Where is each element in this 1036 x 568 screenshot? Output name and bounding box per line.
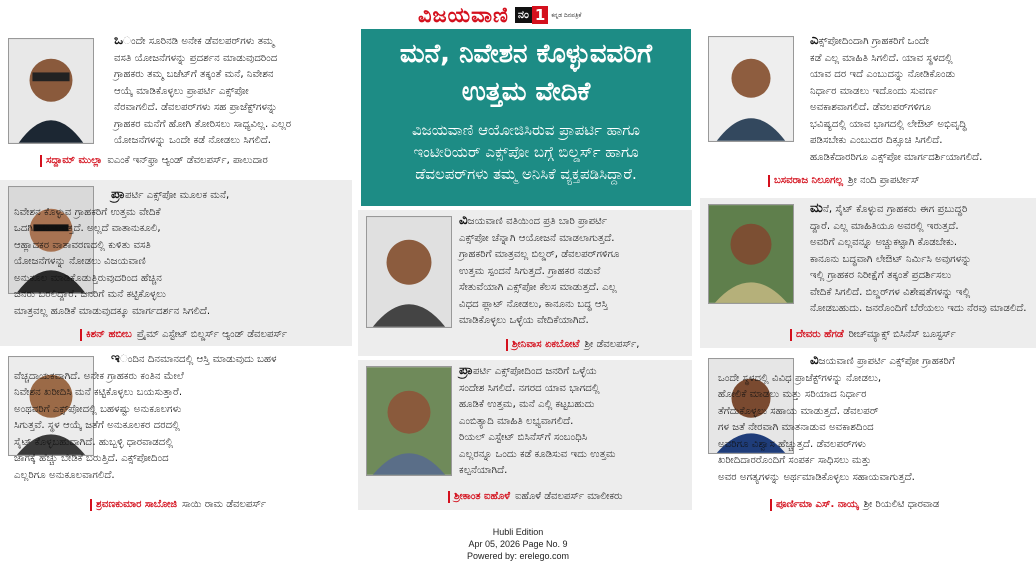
quote-panel-srinivas [358,210,692,356]
footer-powered-by: Powered by: erelego.com [466,551,570,561]
quote-caption [768,174,920,187]
masthead-tagline: ಕನ್ನಡ ದಿನಪತ್ರಿಕೆ [551,11,582,19]
speaker-desc: ಶ್ರೀ ರಿಯಲಿಟಿ ಧಾರವಾಡ [863,499,940,510]
speaker-desc: ಐಎಂಕೆ ಇನ್‌ಫ್ರಾ ಆ್ಯಂಡ್ ಡೆವಲಪರ್ಸ್, ಪಾಲುದಾರ [107,155,268,166]
quote-text: ಇಂದಿನ ದಿನಮಾನದಲ್ಲಿ ಆಸ್ತಿ ಮಾಡುವುದು ಬಹಳ ವೆಚ್ಚದಾಯಕವಾಗಿದೆ. ಅನೇಕ ಗ್ರಾಹಕರು ಕಂತಿನ ಮೇಲೆ ನಿವೇಶನ ಖರೀದಿಸಿ ಮನೆ ಕಟ್ಟಿಕೊಳ್ಳಲು ಬಯಸುತ್ತಾರೆ. ಅಂಥವರಿಗೆ ಎಕ್ಸ್‌ಪೋದಲ್ಲಿ ಬಹಳಷ್ಟು ಅನುಕೂಲಗಳು ಸಿಗುತ್ತವೆ. ಸ್ಥಳ ಆಯ್ಕೆ ಜತೆಗೆ ಅನುಕೂಲಕರ ದರದಲ್ಲಿ ಸೈಟ್ ಕೊಳ್ಳಬಹುದಾಗಿದೆ. ಹುಬ್ಬಳ್ಳಿ ಧಾರವಾಡದಲ್ಲಿ ಜಾಗಕ್ಕೆ ಹೆಚ್ಚು ಬೇಡಿಕೆ ಬರುತ್ತಿದೆ. ಎಕ್ಸ್‌ಪೋದಿಂದ ಎಲ್ಲರಿಗೂ ಅನುಕೂಲವಾಗಲಿದೆ. [14,350,277,481]
drop-cap: ವಿ [459,212,468,228]
headline-line1: ಮನೆ, ನಿವೇಶನ ಕೊಳ್ಳುವವರಿಗೆ [399,39,653,69]
headline-line2: ಉತ್ತಮ ವೇದಿಕೆ [461,77,591,107]
masthead-edition [515,6,548,24]
speaker-name: ಶ್ರೀಕಾಂತ ಐಹೊಳೆ [454,491,511,502]
quote-text: ಪ್ರಾಪರ್ಟಿ ಎಕ್ಸ್‌ಪೋದಿಂದ ಜನರಿಗೆ ಒಳ್ಳೆಯ ಸಂದೇಶ ಸಿಗಲಿದೆ. ನಗರದ ಯಾವ ಭಾಗದಲ್ಲಿ ಹೂಡಿಕೆ ಉತ್ತಮ, ಮನೆ ಎಲ್ಲಿ ಕಟ್ಟಬಹುದು ಎಂಬಿತ್ಯಾದಿ ಮಾಹಿತಿ ಲಭ್ಯವಾಗಲಿದೆ. ರಿಯಲ್ ಎಸ್ಟೇಟ್ ಬಿಸಿನೆಸ್‌ಗೆ ಸಂಬಂಧಿಸಿ ಎಲ್ಲರನ್ನೂ ಒಂದು ಕಡೆ ಕೂಡಿಸುವ ಇದು ಉತ್ತಮ ಕಲ್ಪನೆಯಾಗಿದೆ. [459,362,616,476]
quote-text: ಎಕ್ಸ್‌ಪೋದಿಂದಾಗಿ ಗ್ರಾಹಕರಿಗೆ ಒಂದೇ ಕಡೆ ಎಲ್ಲ ಮಾಹಿತಿ ಸಿಗಲಿದೆ. ಯಾವ ಸ್ಥಳದಲ್ಲಿ ಯಾವ ದರ ಇದೆ ಎಂಬುದನ್ನು ನೋಡಿಕೊಂಡು ನಿರ್ಧಾರ ಮಾಡಲು ಇದೊಂದು ಸುವರ್ಣ ಅವಕಾಶವಾಗಲಿದೆ. ಡೆವಲಪರ್‌ಗಳಿಗೂ ಭವಿಷ್ಯದಲ್ಲಿ ಯಾವ ಭಾಗದಲ್ಲಿ ಲೇಔಟ್ ಅಭಿವೃದ್ಧಿ ಪಡಿಸಬೇಕು ಎಂಬುದರ ದಿಕ್ಸೂಚಿ ಸಿಗಲಿದೆ. ಹೂಡಿಕೆದಾರರಿಗೂ ಎಕ್ಸ್‌ಪೋ ಮಾರ್ಗದರ್ಶಿಯಾಗಲಿದೆ. [810,32,983,163]
speaker-desc: ಶ್ರೀ ನಂದಿ ಪ್ರಾಪರ್ಟೀಸ್ [848,175,920,186]
speaker-desc: ರೀಚ್‌ಮ್ಯಾಕ್ಸ್ ಬಿಸಿನೆಸ್ ಬೂಸ್ಟರ್ಸ್ [848,329,956,340]
quote-panel-poornima [700,352,1036,514]
quote-panel-shravan [0,350,352,520]
drop-cap: ವಿ [810,352,819,368]
quote-panel-kishan [0,180,352,346]
quote-caption [790,328,956,341]
headline-subhead: ವಿಜಯವಾಣಿ ಆಯೋಜಿಸಿರುವ ಪ್ರಾಪರ್ಟಿ ಹಾಗೂ ಇಂಟೀರಿಯರ್ ಎಕ್ಸ್‌ಪೋ ಬಗ್ಗೆ ಬಿಲ್ಡರ್ಸ್ ಹಾಗೂ ಡೆವಲಪರ್‌ಗಳು ತಮ್ಮ ಅನಿಸಿಕೆ ವ್ಯಕ್ತಪಡಿಸಿದ್ದಾರೆ. [411,121,640,183]
masthead [418,2,623,28]
speaker-name: ಕಿಶನ್ ಹಬೀಬ [86,329,132,340]
page-footer [0,526,1036,562]
speaker-name: ದೇವರು ಹೆಗಡೆ [796,329,844,340]
quote-panel-devaru [700,198,1036,348]
speaker-name: ಸದ್ದಾಮ್ ಮುಲ್ಲಾ [46,155,103,166]
drop-cap: ಒ [114,32,124,48]
quote-panel-srikanth [358,360,692,510]
quote-text: ಒಂದೇ ಸೂರಿನಡಿ ಅನೇಕ ಡೆವಲಪರ್‌ಗಳು ತಮ್ಮ ವಸತಿ ಯೋಜನೆಗಳನ್ನು ಪ್ರದರ್ಶನ ಮಾಡುವುದರಿಂದ ಗ್ರಾಹಕರು ತಮ್ಮ ಬಜೆಟ್‌ಗೆ ತಕ್ಕಂತೆ ಮನೆ, ನಿವೇಶನ ಆಯ್ಕೆ ಮಾಡಿಕೊಳ್ಳಲು ಪ್ರಾಪರ್ಟಿ ಎಕ್ಸ್‌ಪೋ ನೆರವಾಗಲಿದೆ. ಡೆವಲಪರ್‌ಗಳು ಸಹ ಪ್ರಾಜೆಕ್ಟ್‌ಗಳನ್ನು ಗ್ರಾಹಕರ ಮನೆಗೆ ಹೋಗಿ ತೋರಿಸಲು ಸಾಧ್ಯವಿಲ್ಲ. ಎಲ್ಲರ ಯೋಜನೆಗಳನ್ನು ಒಂದೇ ಕಡೆ ನೋಡಲು ಸಿಗಲಿದೆ. [114,32,292,146]
speaker-desc: ಸಾಯಿ ರಾಮ ಡೆವಲಪರ್ಸ್ [181,499,267,510]
footer-date-page: Apr 05, 2026 Page No. 9 [468,539,568,549]
speaker-desc: ಐಹೊಳೆ ಡೆವಲಪರ್ಸ್ ಮಾಲೀಕರು [515,491,623,502]
speaker-name: ಶ್ರೀನಿವಾಸ ಏಕಬೋಟೆ [512,339,580,350]
drop-cap: ಇ [111,350,120,366]
portrait-photo [708,204,794,304]
portrait-photo [366,366,452,476]
quote-caption [80,328,287,341]
portrait-photo [366,216,452,328]
quote-text: ಪ್ರಾಪರ್ಟಿ ಎಕ್ಸ್‌ಪೋ ಮೂಲಕ ಮನೆ, ನಿವೇಶನ ಕೊಳ್ಳುವ ಗ್ರಾಹಕರಿಗೆ ಉತ್ತಮ ವೇದಿಕೆ ಒದಗಿಸಿದಂತಾಗುತ್ತದೆ. ಅಲ್ಲದೆ ವಾತಾನುಕೂಲಿ, ಆಹ್ಲಾದಕರ ವಾತಾವರಣದಲ್ಲಿ ಕುಳಿತು ವಸತಿ ಯೋಜನೆಗಳನ್ನು ನೋಡಲು ವಿಜಯವಾಣಿ ಅನುಕೂಲ ಮಾಡಿಕೊಡುತ್ತಿರುವುದರಿಂದ ಹೆಚ್ಚಿನ ಜನರು ಬರಲಿದ್ದಾರೆ. ಜನರಿಗೆ ಮನೆ ಕಟ್ಟಿಕೊಳ್ಳಲು ಮಾತ್ರವಲ್ಲ ಹೂಡಿಕೆ ಮಾಡುವುದಕ್ಕೂ ಮಾರ್ಗದರ್ಶನ ಸಿಗಲಿದೆ. [14,186,230,317]
quote-panel-saddam [0,30,352,178]
portrait-photo [708,36,794,142]
quote-text: ವಿಜಯವಾಣಿ ವತಿಯಿಂದ ಪ್ರತಿ ಬಾರಿ ಪ್ರಾಪರ್ಟಿ ಎಕ್ಸ್‌ಪೋ ಚೆನ್ನಾಗಿ ಆಯೋಜನೆ ಮಾಡಲಾಗುತ್ತದೆ. ಗ್ರಾಹಕರಿಗೆ ಮಾತ್ರವಲ್ಲ ಬಿಲ್ಡರ್, ಡೆವಲಪರ್‌ಗಳಿಗೂ ಉತ್ತಮ ಸ್ಪಂದನೆ ಸಿಗುತ್ತದೆ. ಗ್ರಾಹಕರ ನಡುವೆ ಸೇತುವೆಯಾಗಿ ಎಕ್ಸ್‌ಪೋ ಕೆಲಸ ಮಾಡುತ್ತದೆ. ಎಲ್ಲ ವಿಧದ ಪ್ಲಾಟ್ ನೋಡಲು, ಕಾನೂನು ಬದ್ಧ ಆಸ್ತಿ ಮಾಡಿಕೊಳ್ಳಲು ಒಳ್ಳೆಯ ವೇದಿಕೆಯಾಗಿದೆ. [459,212,620,326]
speaker-name: ಪೂರ್ಣಿಮಾ ಎಸ್. ನಾಯ್ಕ [776,499,859,510]
quote-caption [448,490,623,503]
speaker-desc: ಪ್ರೈಮ್ ಎಸ್ಟೇಟ್ ಬಿಲ್ಡರ್ಸ್ ಆ್ಯಂಡ್ ಡೆವಲಪರ್ಸ್ [136,329,288,340]
quote-text: ಮನೆ, ಸೈಟ್ ಕೊಳ್ಳುವ ಗ್ರಾಹಕರು ಈಗ ಪ್ರಬುದ್ಧರಿ ದ್ದಾರೆ. ಎಲ್ಲ ಮಾಹಿತಿಯೂ ಅವರಲ್ಲಿ ಇರುತ್ತದೆ. ಅವರಿಗೆ ಎಲ್ಲವನ್ನೂ ಅಚ್ಚುಕಟ್ಟಾಗಿ ಕೊಡಬೇಕು. ಕಾನೂನು ಬದ್ಧವಾಗಿ ಲೇಔಟ್ ನಿರ್ಮಿಸಿ ಅವುಗಳನ್ನು ಇಲ್ಲಿ ಗ್ರಾಹಕರ ನಿರೀಕ್ಷೆಗೆ ತಕ್ಕಂತೆ ಪ್ರದರ್ಶಿಸಲು ವೇದಿಕೆ ಸಿಗಲಿದೆ. ಬಿಲ್ಡರ್‌ಗಳ ವಿಶೇಷತೆಗಳನ್ನು ಇಲ್ಲಿ ನೋಡಬಹುದು. ಜನರೊಂದಿಗೆ ಬೆರೆಯಲು ಇದು ನೆರವು ಮಾಡಲಿದೆ. [810,200,1027,314]
speaker-name: ಶ್ರವಣಕುಮಾರ ಸಾಬೋಜಿ [96,499,177,510]
quote-caption [506,338,639,351]
quote-panel-basavaraj [700,30,1036,194]
speaker-name: ಬಸವರಾಜ ನಿಲೂಗಲ್ಲ [774,175,844,186]
edition-badge: ನಂ [515,7,532,23]
headline-box [361,29,691,206]
quote-caption [40,154,268,167]
edition-number: 1 [532,6,548,24]
quote-caption [90,498,266,511]
drop-cap: ಪ್ರಾ [459,362,474,378]
footer-edition: Hubli Edition [492,527,544,537]
portrait-photo [8,38,94,144]
drop-cap: ಎ [810,32,819,48]
quote-text: ವಿಜಯವಾಣಿ ಪ್ರಾಪರ್ಟಿ ಎಕ್ಸ್‌ಪೋ ಗ್ರಾಹಕರಿಗೆ ಒಂದೇ ಸ್ಥಳದಲ್ಲಿ ವಿವಿಧ ಪ್ರಾಜೆಕ್ಟ್‌ಗಳನ್ನು ನೋಡಲು, ಹೋಲಿಕೆ ಮಾಡಲು ಮತ್ತು ಸರಿಯಾದ ನಿರ್ಧಾರ ತೆಗೆದುಕೊಳ್ಳಲು ಸಹಾಯ ಮಾಡುತ್ತದೆ. ಡೆವಲಪರ್ ಗಳ ಜತೆ ನೇರವಾಗಿ ಮಾತನಾಡುವ ಅವಕಾಶದಿಂದ ಅವರಿಗೂ ವಿಶ್ವಾಸ ಹೆಚ್ಚುತ್ತದೆ. ಡೆವಲಪರ್‌ಗಳು ಖರೀದಿದಾರರೊಂದಿಗೆ ಸಂಪರ್ಕ ಸಾಧಿಸಲು ಮತ್ತು ಅವರ ಅಗತ್ಯಗಳನ್ನು ಅರ್ಥಮಾಡಿಕೊಳ್ಳಲು ಸಹಾಯವಾಗುತ್ತದೆ. [718,352,955,483]
drop-cap: ಮ [810,200,823,216]
quote-caption [770,498,939,511]
speaker-desc: ಶ್ರೀ ಡೆವಲಪರ್ಸ್, [584,339,640,350]
drop-cap: ಪ್ರಾ [111,186,126,202]
masthead-title: ವಿಜಯವಾಣಿ [418,3,509,27]
